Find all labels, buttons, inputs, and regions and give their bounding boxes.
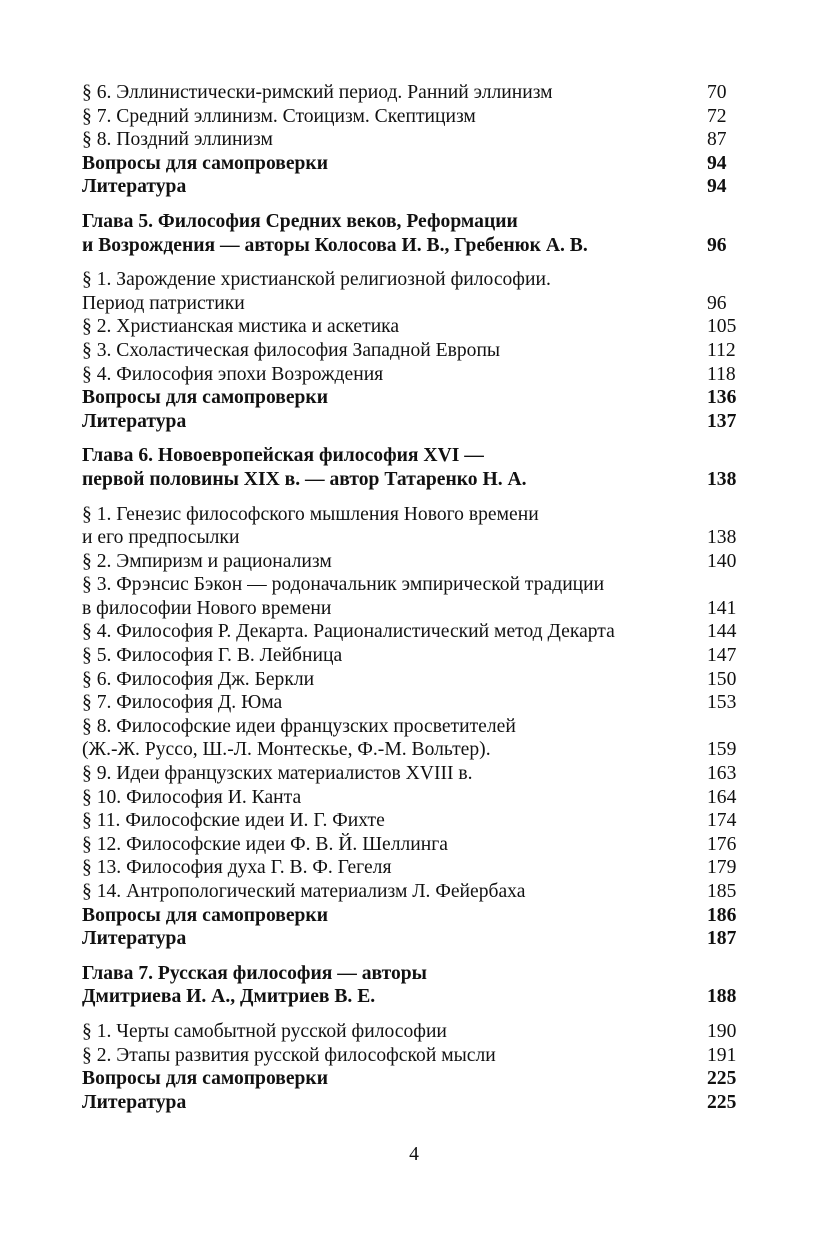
toc-entry-title: § 7. Средний эллинизм. Стоицизм. Скептицизм (82, 105, 476, 127)
toc-entry (82, 128, 734, 152)
toc-entry (82, 691, 737, 715)
chapter-title-line1: Глава 5. Философия Средних веков, Реформации (82, 210, 518, 232)
toc-entry-page: 141 (707, 597, 737, 619)
chapter-title-line2: и Возрождения — авторы Колосова И. В., Гребенюк А. В. (82, 234, 588, 256)
toc-entry (82, 620, 737, 644)
toc-entry-literature (82, 927, 737, 951)
toc-entry-page: 179 (707, 857, 737, 879)
toc-entry-page: 87 (707, 129, 727, 151)
toc-entry-title: § 12. Философские идеи Ф. В. Й. Шеллинга (82, 833, 448, 855)
toc-entry (82, 105, 734, 129)
toc-entry (82, 81, 734, 105)
toc-entry-title: Литература (82, 1091, 187, 1113)
toc-entry-page: 164 (707, 786, 737, 808)
toc-entry-page: 147 (707, 645, 737, 667)
toc-entry-questions (82, 1067, 737, 1091)
toc-entry (82, 550, 737, 574)
chapter-heading (82, 444, 737, 491)
chapter-title-line2: первой половины XIX в. — автор Татаренко Н. А. (82, 468, 527, 490)
toc-entry-literature (82, 1091, 737, 1115)
toc-entry-page: 225 (707, 1068, 737, 1090)
toc-entry-title: в философии Нового времени (82, 597, 332, 619)
toc-entry-title: § 4. Философия эпохи Возрождения (82, 363, 384, 385)
toc-entry-questions (82, 386, 737, 410)
toc-entry-page: 191 (707, 1044, 737, 1066)
toc-entry-page: 190 (707, 1020, 737, 1042)
toc-entry-title-line1: § 8. Философские идеи французских просветителей (82, 715, 516, 737)
toc-entry (82, 833, 737, 857)
toc-entry-title: Литература (82, 176, 187, 198)
toc-entry-title: Вопросы для самопроверки (82, 904, 329, 926)
table-of-contents (82, 81, 737, 1114)
toc-entry-title: § 2. Христианская мистика и аскетика (82, 316, 400, 338)
toc-entry-page: 94 (707, 176, 727, 198)
toc-entry-page: 159 (707, 739, 737, 761)
toc-entry-page: 105 (707, 316, 737, 338)
toc-entry (82, 786, 737, 810)
toc-entry-page: 137 (707, 410, 737, 432)
toc-entry-page: 174 (707, 810, 737, 832)
toc-entry (82, 715, 737, 762)
chapter-page: 188 (707, 986, 737, 1008)
toc-entry-title: § 10. Философия И. Канта (82, 786, 302, 808)
toc-entry-title: (Ж.-Ж. Руссо, Ш.-Л. Монтескье, Ф.-М. Вольтер). (82, 739, 491, 761)
toc-entry (82, 268, 734, 315)
toc-entry-title: Литература (82, 410, 187, 432)
toc-entry-title: § 4. Философия Р. Декарта. Рационалистический метод Декарта (82, 621, 615, 643)
toc-entry-title: и его предпосылки (82, 527, 240, 549)
toc-entry-page: 96 (707, 292, 727, 314)
chapter-title-line2: Дмитриева И. А., Дмитриев В. Е. (82, 986, 376, 1008)
toc-entry-title: § 11. Философские идеи И. Г. Фихте (82, 810, 385, 832)
toc-entry-title: § 9. Идеи французских материалистов XVIII в. (82, 763, 473, 785)
chapter-page: 138 (707, 468, 737, 490)
toc-entry-title-line1: § 1. Зарождение христианской религиозной философии. (82, 269, 551, 291)
toc-entry-title: § 1. Черты самобытной русской философии (82, 1020, 447, 1042)
toc-entry (82, 573, 737, 620)
chapter-title-line1: Глава 7. Русская философия — авторы (82, 962, 427, 984)
toc-entry (82, 809, 737, 833)
toc-entry-title: § 6. Эллинистически-римский период. Ранний эллинизм (82, 82, 553, 103)
toc-entry-page: 72 (707, 105, 727, 127)
toc-entry-page: 112 (707, 339, 736, 361)
page-number: 4 (409, 1144, 419, 1165)
toc-entry-page: 186 (707, 904, 737, 926)
toc-entry (82, 880, 737, 904)
chapter-title-line1: Глава 6. Новоевропейская философия XVI — (82, 445, 484, 467)
toc-entry-page: 163 (707, 763, 737, 785)
toc-entry-page: 70 (707, 82, 727, 103)
toc-entry (82, 503, 737, 550)
toc-entry-title-line1: § 3. Фрэнсис Бэкон — родоначальник эмпирической традиции (82, 574, 605, 596)
toc-entry-page: 225 (707, 1091, 737, 1113)
toc-entry-title: § 3. Схоластическая философия Западной Европы (82, 339, 501, 361)
toc-entry (82, 644, 737, 668)
toc-entry (82, 1020, 737, 1044)
toc-entry-page: 144 (707, 621, 737, 643)
toc-entry-page: 185 (707, 881, 737, 902)
toc-entry (82, 315, 737, 339)
toc-entry-title: Вопросы для самопроверки (82, 1068, 329, 1090)
toc-entry (82, 668, 737, 692)
toc-entry-page: 176 (707, 833, 737, 855)
toc-entry-page: 150 (707, 668, 737, 690)
toc-entry-page: 187 (707, 928, 737, 950)
toc-entry (82, 1044, 737, 1068)
toc-entry-title: § 8. Поздний эллинизм (82, 129, 273, 151)
toc-entry-title: Период патристики (82, 292, 245, 314)
toc-entry-title: § 2. Эмпиризм и рационализм (82, 550, 332, 572)
toc-entry-page: 118 (707, 363, 736, 385)
toc-entry-title: § 7. Философия Д. Юма (82, 692, 283, 714)
toc-entry-title: § 14. Антропологический материализм Л. Фейербаха (82, 881, 526, 902)
toc-entry-page: 138 (707, 527, 737, 549)
toc-entry-page: 140 (707, 550, 737, 572)
toc-entry (82, 363, 734, 387)
chapter-heading (82, 962, 737, 1009)
toc-entry (82, 856, 737, 880)
toc-entry-page: 153 (707, 692, 737, 714)
toc-entry-literature (82, 410, 737, 434)
toc-entry (82, 339, 734, 363)
toc-entry-page: 136 (707, 387, 737, 409)
toc-entry-title: Литература (82, 928, 187, 950)
chapter-heading (82, 210, 734, 257)
toc-entry (82, 762, 737, 786)
toc-entry-title: Вопросы для самопроверки (82, 152, 329, 174)
toc-entry-title: § 6. Философия Дж. Беркли (82, 668, 315, 690)
toc-entry-questions (82, 904, 737, 928)
toc-entry-title: § 13. Философия духа Г. В. Ф. Гегеля (82, 857, 392, 879)
toc-entry-title: § 5. Философия Г. В. Лейбница (82, 645, 343, 667)
chapter-page: 96 (707, 234, 727, 256)
toc-entry-title: Вопросы для самопроверки (82, 387, 329, 409)
toc-entry-page: 94 (707, 152, 727, 174)
toc-entry-title-line1: § 1. Генезис философского мышления Нового времени (82, 503, 539, 525)
toc-entry-questions (82, 152, 734, 176)
toc-entry-literature (82, 175, 734, 199)
toc-entry-title: § 2. Этапы развития русской философской мысли (82, 1044, 496, 1066)
